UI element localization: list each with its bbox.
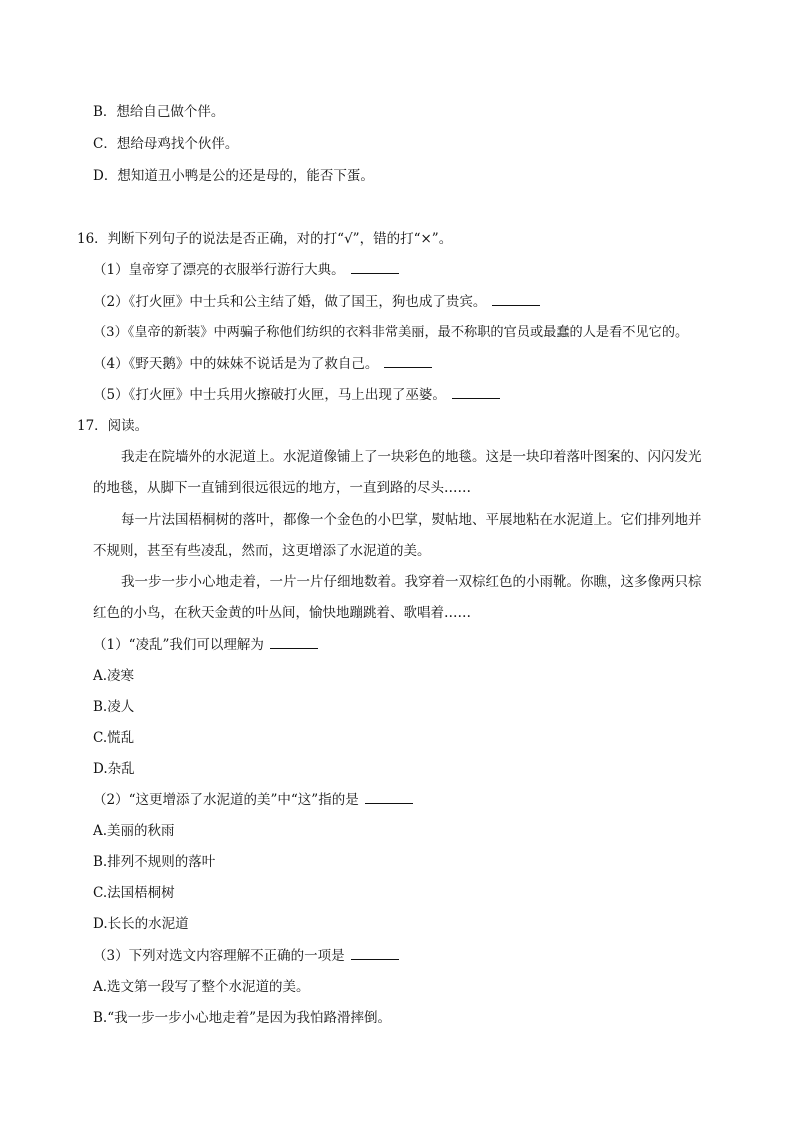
- option-b: B.凌人: [93, 699, 135, 715]
- answer-blank[interactable]: [384, 355, 432, 368]
- option-d: D.长长的水泥道: [93, 916, 189, 932]
- q16-item-text: （1）皇帝穿了漂亮的衣服举行游行大典。: [93, 262, 345, 278]
- option-a: A.凌寒: [93, 668, 135, 684]
- passage-line: 不规则，甚至有些凌乱，然而，这更增添了水泥道的美。: [93, 543, 431, 559]
- q17-sub2-stem: [93, 788, 413, 808]
- q17-sub1-stem: [93, 633, 318, 653]
- answer-blank[interactable]: [270, 636, 318, 649]
- q16-item-text: （4）《野天鹅》中的妹妹不说话是为了救自己。: [93, 356, 379, 372]
- q15-option-b: B．想给自己做个伴。: [93, 104, 225, 120]
- answer-blank[interactable]: [351, 261, 399, 274]
- sub-stem-text: （1）“凌乱”我们可以理解为: [93, 637, 264, 653]
- q16-item: [93, 290, 540, 310]
- q16-item: [93, 352, 432, 372]
- option-c: C.法国梧桐树: [93, 885, 175, 901]
- answer-blank[interactable]: [365, 791, 413, 804]
- q16-stem: 16．判断下列句子的说法是否正确，对的打“√”，错的打“×”。: [77, 231, 453, 247]
- option-a: A.选文第一段写了整个水泥道的美。: [93, 979, 310, 995]
- q17-stem: 17．阅读。: [77, 418, 149, 434]
- sub-stem-text: （2）“这更增添了水泥道的美”中“这”指的是: [93, 792, 359, 808]
- option-a: A.美丽的秋雨: [93, 823, 175, 839]
- option-d: D.杂乱: [93, 761, 135, 777]
- q15-option-d: D．想知道丑小鸭是公的还是母的，能否下蛋。: [93, 168, 374, 184]
- answer-blank[interactable]: [351, 947, 399, 960]
- answer-blank[interactable]: [492, 293, 540, 306]
- passage-line: 每一片法国梧桐树的落叶，都像一个金色的小巴掌，熨帖地、平展地粘在水泥道上。它们排列地并: [121, 512, 702, 528]
- q16-item: [93, 383, 500, 403]
- option-b: B.排列不规则的落叶: [93, 854, 216, 870]
- passage-line: 我走在院墙外的水泥道上。水泥道像铺上了一块彩色的地毯。这是一块印着落叶图案的、闪闪发光: [121, 449, 702, 465]
- q15-option-c: C．想给母鸡找个伙伴。: [93, 136, 239, 152]
- passage-line: 红色的小鸟，在秋天金黄的叶丛间，愉快地蹦跳着、歌唱着……: [93, 605, 471, 621]
- q16-item-text: （3）《皇帝的新装》中两骗子称他们纺织的衣料非常美丽，最不称职的官员或最蠢的人是看不见它的。: [93, 325, 689, 340]
- passage-line: 的地毯，从脚下一直铺到很远很远的地方，一直到路的尽头……: [93, 480, 471, 496]
- q16-item-text: （5）《打火匣》中士兵用火擦破打火匣，马上出现了巫婆。: [93, 387, 446, 403]
- passage-line: 我一步一步小心地走着，一片一片仔细地数着。我穿着一双棕红色的小雨靴。你瞧，这多像两只棕: [121, 574, 702, 590]
- option-c: C.慌乱: [93, 730, 135, 746]
- sub-stem-text: （3）下列对选文内容理解不正确的一项是: [93, 948, 345, 964]
- q17-sub3-stem: [93, 944, 399, 964]
- q16-item-text: （2）《打火匣》中士兵和公主结了婚，做了国王，狗也成了贵宾。: [93, 294, 487, 310]
- q16-item: [93, 321, 688, 340]
- q16-item: [93, 258, 399, 278]
- option-b: B.“我一步一步小心地走着”是因为我怕路滑摔倒。: [93, 1010, 392, 1026]
- answer-blank[interactable]: [452, 386, 500, 399]
